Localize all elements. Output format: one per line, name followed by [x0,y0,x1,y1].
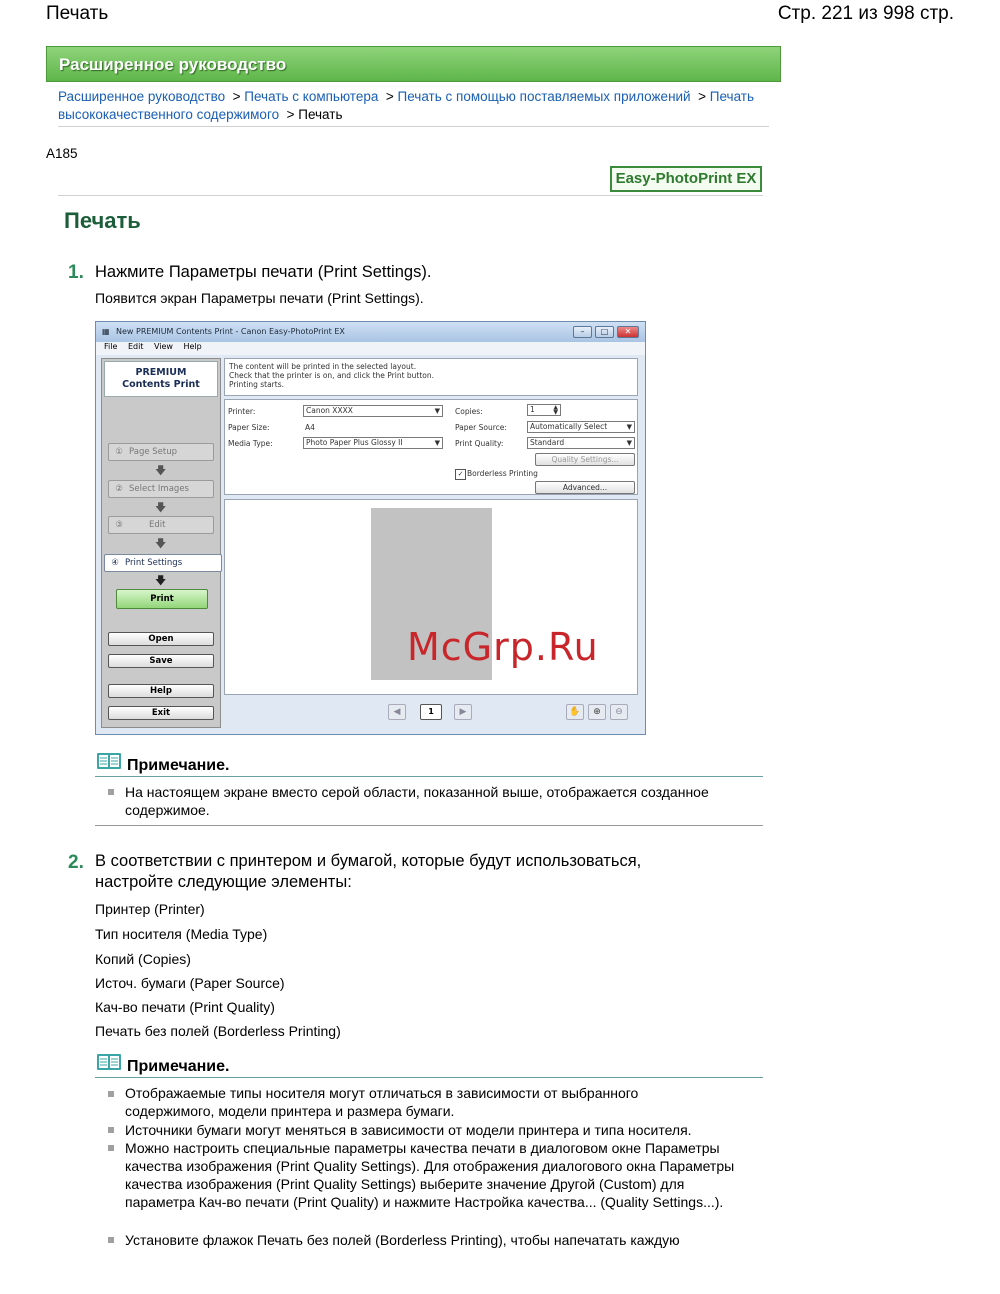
help-button[interactable]: Help [108,684,214,698]
bullet-icon [108,1237,114,1243]
save-button[interactable]: Save [108,654,214,668]
product-logo: Easy-PhotoPrint EX [610,166,762,192]
breadcrumb-link[interactable]: Расширенное руководство [58,89,226,104]
message-line: The content will be printed in the selected layout. [229,362,417,371]
step-title: настройте следующие элементы: [95,873,352,891]
panel-title [104,361,218,397]
print-button[interactable]: Print [116,589,208,609]
bullet-icon [108,1145,114,1151]
breadcrumb-link[interactable]: Печать с компьютера [244,89,379,104]
down-arrow-icon: 🡇 [155,501,167,514]
print-settings-group [224,399,638,495]
note-divider [95,776,763,777]
step-number: 2. [68,852,84,873]
next-page-icon[interactable]: ▶ [454,704,472,720]
step-index: ① [115,447,123,457]
app-icon: ▦ [102,327,110,336]
window-title: New PREMIUM Contents Print - Canon Easy-PhotoPrint EX [116,327,345,336]
bullet-icon [108,1127,114,1133]
note-heading: Примечание. [127,1058,230,1075]
bullet-icon [108,1091,114,1097]
zoom-in-icon[interactable]: ⊕ [588,704,606,720]
media-type-select[interactable] [303,437,443,449]
down-arrow-icon: 🡇 [155,537,167,550]
borderless-checkbox[interactable]: ✓ [455,469,466,480]
step-print-settings[interactable] [104,554,222,572]
note-item: На настоящем экране вместо серой области, показанной выше, отображается созданное содержимое. [125,784,709,818]
step-title: Нажмите Параметры печати (Print Settings). [95,263,432,281]
breadcrumb-link[interactable]: Печать с помощью поставляемых приложений [397,89,691,104]
chevron-down-icon: ▼ [434,439,440,447]
copies-value: 1 [530,405,535,414]
main-panel [224,358,640,728]
paper-size-label: Paper Size: [228,423,270,432]
exit-button[interactable]: Exit [108,706,214,720]
printer-select[interactable] [303,405,443,417]
page-header-title: Печать [46,3,109,24]
watermark: McGrp.Ru [407,625,599,669]
step-index: ③ [115,520,123,530]
breadcrumb-separator: > [698,89,707,104]
menu-help[interactable]: Help [183,342,202,351]
step-title: В соответствии с принтером и бумагой, которые будут использоваться, [95,852,642,870]
page-title: Печать [64,208,141,233]
setting-item: Тип носителя (Media Type) [95,926,268,942]
window-titlebar [96,322,645,342]
section-banner-title: Расширенное руководство [59,55,287,74]
chevron-down-icon: ▼ [434,407,440,415]
step-edit[interactable] [108,516,214,534]
open-button[interactable]: Open [108,632,214,646]
quality-settings-button[interactable]: Quality Settings... [535,453,635,466]
hand-tool-icon[interactable]: ✋ [566,704,584,720]
menu-file[interactable]: File [104,342,118,351]
message-line: Check that the printer is on, and click the Print button. [229,371,435,380]
setting-item: Принтер (Printer) [95,901,205,917]
note-item: Установите флажок Печать без полей (Borderless Printing), чтобы напечатать каждую [125,1232,680,1248]
step-label: Select Images [129,484,189,494]
instruction-message [224,358,638,396]
section-banner [46,46,781,82]
setting-item: Печать без полей (Borderless Printing) [95,1023,341,1039]
printer-value: Canon XXXX [306,406,353,415]
step-description: Появится экран Параметры печати (Print Settings). [95,290,424,306]
step-label: Edit [149,520,166,530]
media-type-label: Media Type: [228,439,273,448]
breadcrumb-separator: > [232,89,241,104]
menu-bar [96,342,645,355]
breadcrumb-current: Печать [298,107,343,122]
page-number: 1 [420,704,442,720]
close-icon[interactable]: ✕ [617,326,639,338]
copies-stepper[interactable] [527,404,561,416]
minimize-icon[interactable]: – [573,326,592,338]
maximize-icon[interactable]: □ [595,326,614,338]
note-heading: Примечание. [127,757,230,774]
book-icon [96,752,122,770]
setting-item: Кач-во печати (Print Quality) [95,999,275,1015]
doc-code: A185 [46,146,78,161]
paper-size-value: A4 [305,423,315,432]
divider [95,825,763,826]
down-arrow-icon: 🡇 [155,464,167,477]
app-screenshot [95,321,646,735]
advanced-button[interactable]: Advanced... [535,481,635,494]
note-item: Отображаемые типы носителя могут отличаться в зависимости от выбранного содержимого, модели принтера и размера бумаги. [125,1085,639,1119]
step-index: ② [115,484,123,494]
paper-source-label: Paper Source: [455,423,507,432]
breadcrumb-separator: > [385,89,394,104]
previous-page-icon[interactable]: ◀ [388,704,406,720]
step-index: ④ [111,558,119,568]
breadcrumb-link[interactable]: Печать высококачественного содержимого [58,89,755,122]
print-quality-label: Print Quality: [455,439,504,448]
page-counter: Стр. 221 из 998 стр. [777,3,954,24]
book-icon [96,1053,122,1071]
step-page-setup[interactable] [108,443,214,461]
note-divider [95,1077,763,1078]
setting-item: Копий (Copies) [95,951,191,967]
note-item: Источники бумаги могут меняться в зависимости от модели принтера и типа носителя. [125,1122,692,1138]
zoom-out-icon[interactable]: ⊖ [610,704,628,720]
borderless-label: Borderless Printing [467,469,538,478]
step-select-images[interactable] [108,480,214,498]
chevron-down-icon: ▼ [626,423,632,431]
paper-source-value: Automatically Select [530,422,608,431]
printer-label: Printer: [228,407,256,416]
note-item: Можно настроить специальные параметры качества печати в диалоговом окне Параметры качества изображения (Print Quality Settings). Для отображения диалогового окна Параметры качества изображения (Print Quality Settings) выберите значение Другой (Custom) для параметра Кач-во печати (Print Quality) и нажмите Настройка качества... (Quality Settings...). [125,1140,735,1210]
menu-view[interactable]: View [153,342,173,351]
copies-label: Copies: [455,407,483,416]
panel-title-line: Contents Print [122,379,200,390]
spinner-icon: ▲ ▼ [553,404,558,416]
setting-item: Источ. бумаги (Paper Source) [95,975,285,991]
breadcrumb [58,88,768,124]
paper-source-select[interactable] [527,421,635,433]
chevron-down-icon: ▼ [626,439,632,447]
menu-edit[interactable]: Edit [127,342,144,351]
message-line: Printing starts. [229,380,284,389]
bullet-icon [108,789,114,795]
step-label: Page Setup [129,447,178,457]
divider [58,195,763,196]
navigation-panel [101,358,221,728]
down-arrow-icon: 🡇 [155,574,167,587]
media-type-value: Photo Paper Plus Glossy II [306,438,403,447]
step-label: Print Settings [125,558,183,568]
preview-navigation [224,698,638,726]
panel-title-line: PREMIUM [135,367,187,378]
print-quality-value: Standard [530,438,565,447]
print-quality-select[interactable] [527,437,635,449]
divider [58,126,769,127]
step-number: 1. [68,262,84,283]
breadcrumb-separator: > [286,107,295,122]
